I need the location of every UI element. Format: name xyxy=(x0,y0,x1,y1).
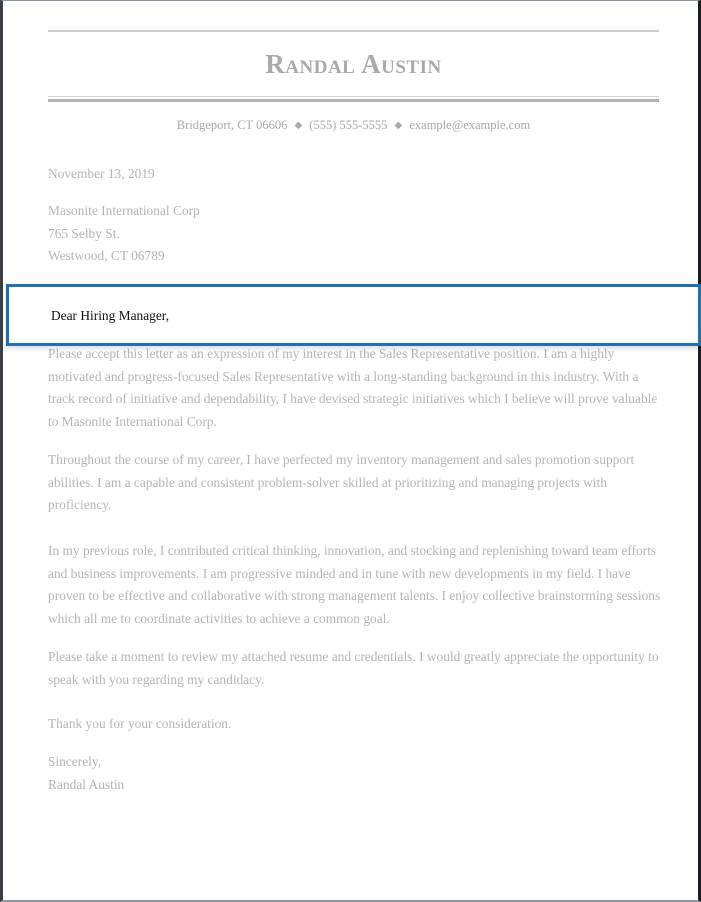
thank-you-line[interactable]: Thank you for your consideration. xyxy=(48,716,232,731)
diamond-separator-icon: ◆ xyxy=(394,120,403,131)
recipient-address[interactable] xyxy=(48,200,663,268)
contact-line xyxy=(48,118,659,133)
header-double-rule-thin xyxy=(48,96,659,97)
contact-phone: (555) 555-5555 xyxy=(309,118,388,132)
recipient-street: 765 Selby St. xyxy=(48,225,120,241)
signature-name: Randal Austin xyxy=(48,776,125,792)
contact-city: Bridgeport, CT 06606 xyxy=(176,118,288,132)
recipient-company: Masonite International Corp xyxy=(48,203,200,218)
letter-date[interactable]: November 13, 2019 xyxy=(48,166,155,181)
body-paragraph-1[interactable]: Please accept this letter as an expression of my interest in the Sales Representative position. I am a highly motivated and progress-focused Sales Representative with a long-standing background in this industry. With a track record of initiative and dependability, I have devised strategic initiatives which I believe will prove valuable to Masonite International Corp. xyxy=(48,346,658,429)
body-paragraph-3[interactable]: In my previous role, I contributed critical thinking, innovation, and stocking and replenishing toward team efforts and business improvements. I am progressive minded and in tune with new developments in my field. I have proven to be effective and collaborative with strong management talents. I enjoy collective brainstorming sessions which all me to coordinate activities to achieve a common goal. xyxy=(48,543,661,626)
header-top-rule xyxy=(48,30,659,32)
salutation-text[interactable]: Dear Hiring Manager, xyxy=(51,308,170,323)
recipient-city: Westwood, CT 06789 xyxy=(48,248,165,264)
body-paragraph-4[interactable]: Please take a moment to review my attached resume and credentials. I would greatly appreciate the opportunity to speak with you regarding my candidacy. xyxy=(48,649,659,687)
closing-block[interactable] xyxy=(48,751,663,796)
diamond-separator-icon: ◆ xyxy=(294,120,303,131)
body-paragraph-2[interactable]: Throughout the course of my career, I have perfected my inventory management and sales promotion support abilities. I am a capable and consistent problem-solver skilled at prioritizing and managing projects with proficiency. xyxy=(48,452,635,513)
contact-email: example@example.com xyxy=(409,118,531,132)
header-double-rule-thick xyxy=(48,99,659,102)
closing-text: Sincerely, xyxy=(48,754,102,769)
selected-salutation-section[interactable] xyxy=(6,284,701,346)
applicant-name: Randal Austin xyxy=(265,49,442,79)
